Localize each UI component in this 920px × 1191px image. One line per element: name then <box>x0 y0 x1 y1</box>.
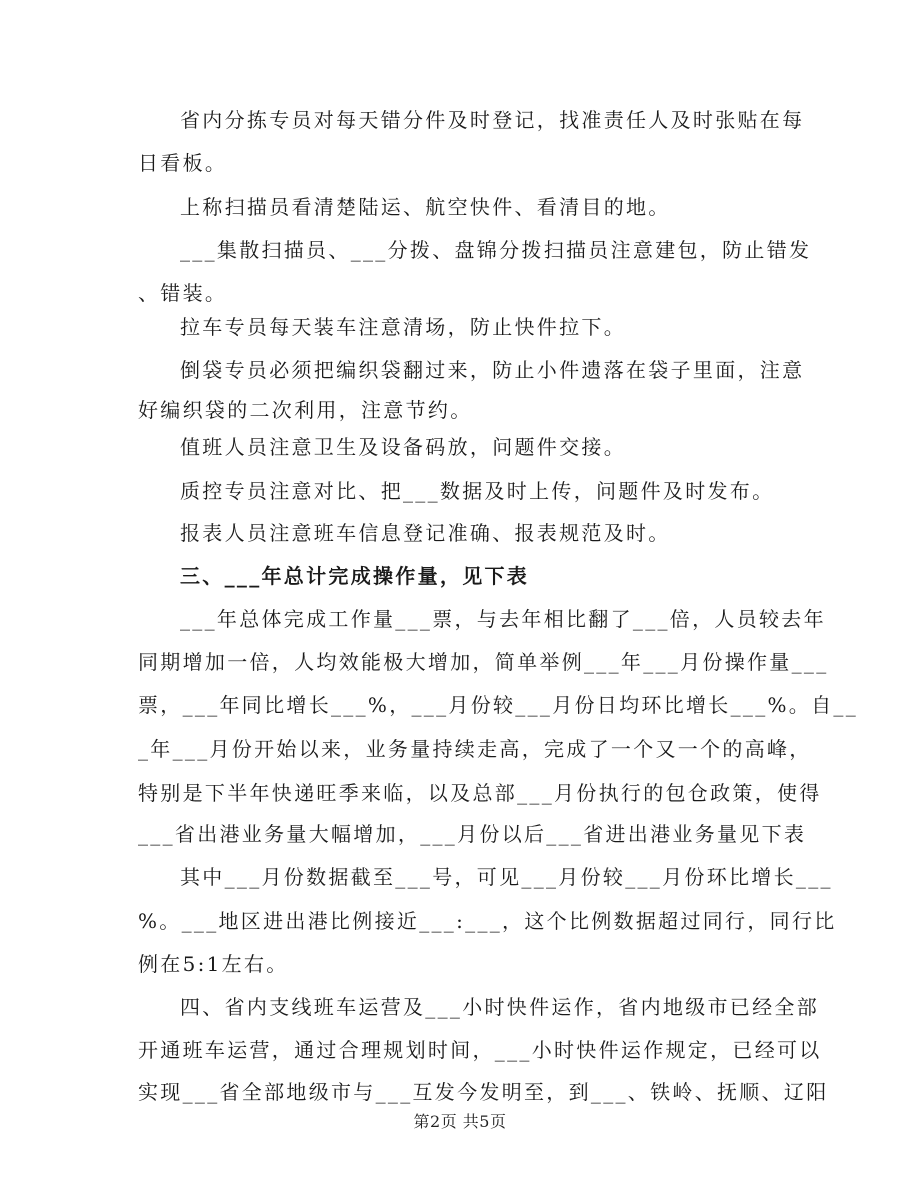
paragraph-line: 、错装。 <box>138 281 228 305</box>
paragraph-line: 特别是下半年快递旺季来临，以及总部___月份执行的包仓政策，使得 <box>138 781 822 805</box>
paragraph-line: %。___地区进出港比例接近___:___，这个比例数据超过同行，同行比 <box>138 909 837 933</box>
paragraph-line: 上称扫描员看清楚陆运、航空快件、看清目的地。 <box>180 195 671 219</box>
page-number-footer: 第2页 共5页 <box>413 1112 507 1131</box>
paragraph-line: 日看板。 <box>138 151 228 175</box>
paragraph-line: 倒袋专员必须把编织袋翻过来，防止小件遗落在袋子里面，注意 <box>180 358 805 382</box>
paragraph-line: 值班人员注意卫生及设备码放，问题件交接。 <box>180 435 626 459</box>
paragraph-line: 例在5:1左右。 <box>138 952 289 976</box>
paragraph-line: 票，___年同比增长___%，___月份较___月份日均环比增长___%。自__ <box>138 693 859 717</box>
paragraph-line: _年___月份开始以来，业务量持续走高，完成了一个又一个的高峰， <box>138 737 812 761</box>
paragraph-line: 实现___省全部地级市与___互发今发明至，到___、铁岭、抚顺、辽阳 <box>138 1080 829 1104</box>
paragraph-line: 质控专员注意对比、把___数据及时上传，问题件及时发布。 <box>180 479 775 503</box>
paragraph-line: 开通班车运营，通过合理规划时间，___小时快件运作规定，已经可以 <box>138 1038 822 1062</box>
paragraph-line: 同期增加一倍，人均效能极大增加，简单举例___年___月份操作量___ <box>138 650 829 674</box>
section-heading: 三、___年总计完成操作量，见下表 <box>180 564 530 588</box>
paragraph-line: 其中___月份数据截至___号，可见___月份较___月份环比增长___ <box>180 865 833 889</box>
paragraph-line: 省内分拣专员对每天错分件及时登记，找准责任人及时张贴在每 <box>180 108 805 132</box>
paragraph-line: ___省出港业务量大幅增加，___月份以后___省进出港业务量见下表 <box>138 822 807 846</box>
paragraph-line: 四、省内支线班车运营及___小时快件运作，省内地级市已经全部 <box>180 995 819 1019</box>
paragraph-line: ___集散扫描员、___分拨、盘锦分拨扫描员注意建包，防止错发 <box>180 238 812 262</box>
paragraph-line: 报表人员注意班车信息登记准确、报表规范及时。 <box>180 521 671 545</box>
paragraph-line: 拉车专员每天装车注意清场，防止快件拉下。 <box>180 315 626 339</box>
paragraph-line: 好编织袋的二次利用，注意节约。 <box>138 398 473 422</box>
paragraph-line: ___年总体完成工作量___票，与去年相比翻了___倍，人员较去年 <box>180 607 826 631</box>
